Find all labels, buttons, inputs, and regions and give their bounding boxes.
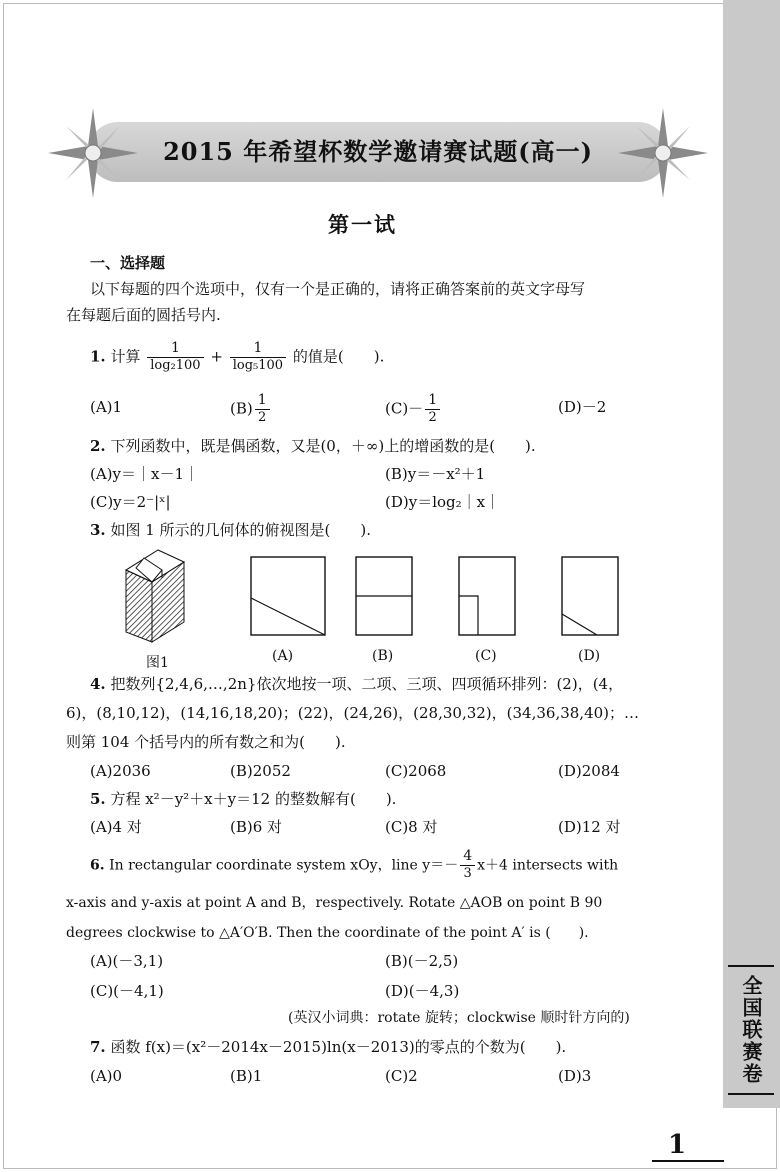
question-number: 2. [90,437,106,455]
option-a: (A)4 对 [90,818,142,836]
option-c-figure [458,556,516,636]
option-b: (B)6 对 [230,818,283,836]
option-d: (D)3 [558,1067,592,1085]
question-number: 6. [90,857,105,874]
option-b: (B)2052 [230,762,291,780]
question-4-line-3: 则第 104 个括号内的所有数之和为( ). [66,733,346,751]
option-a: (A)y＝｜x－1｜ [90,465,200,483]
fraction: $\frac{1}{\text{log₅100}}$ [230,340,286,375]
solid-figure-icon [118,548,188,646]
part-heading: 一、选择题 [90,254,166,272]
option-c: (C)(－4,1) [90,982,164,1000]
instruction-line-1: 以下每题的四个选项中，仅有一个是正确的，请将正确答案前的英文字母写 [90,280,586,298]
question-text: In rectangular coordinate system xOy，line y＝－ [109,857,459,874]
page-number: 1 [668,1130,687,1160]
option-b: (B) $\frac{1}{2}$ [230,392,272,427]
question-text: 计算 [110,347,141,366]
option-c-label: (C) [475,648,497,664]
fraction: $\frac{1}{\text{log₂100}}$ [147,340,203,375]
option-a: (A)1 [90,398,123,416]
instruction-line-2: 在每题后面的圆括号内. [66,306,221,324]
option-d-label: (D) [578,648,601,664]
option-b: (B)1 [230,1067,263,1085]
option-c: (C)－ $\frac{1}{2}$ [385,392,442,427]
question-6-line-2: x-axis and y-axis at point A and B，respectively. Rotate △AOB on point B 90 [66,895,603,911]
option-d: (D)2084 [558,762,620,780]
option-d-figure [561,556,619,636]
question-number: 3. [90,521,106,539]
question-5 [90,790,396,810]
question-text: 把数列{2,4,6,…,2n}依次地按一项、二项、三项、四项循环排列：(2)，(4， [110,675,624,693]
page-number-rule [652,1160,724,1162]
question-2 [90,437,536,457]
question-7 [90,1038,566,1058]
question-text: 如图 1 所示的几何体的俯视图是( ). [110,521,372,539]
question-4 [90,675,623,695]
option-d: (D)y＝log₂｜x｜ [385,493,501,511]
question-number: 1. [90,347,106,366]
glossary-note: (英汉小词典：rotate 旋转；clockwise 顺时针方向的) [288,1010,630,1026]
option-a: (A)0 [90,1067,123,1085]
question-text: x＋4 intersects with [477,857,619,874]
option-d: (D)(－4,3) [385,982,460,1000]
question-1 [90,340,384,375]
question-6 [90,848,618,883]
question-text: 函数 f(x)＝(x²－2014x－2015)ln(x－2013)的零点的个数为( ). [110,1038,567,1056]
question-text: 的值是( ). [292,347,385,366]
question-text: 方程 x²－y²＋x＋y＝12 的整数解有( ). [110,790,397,808]
question-6-line-3: degrees clockwise to △A′O′B. Then the coordinate of the point A′ is ( ). [66,925,589,941]
question-number: 5. [90,790,106,808]
option-a: (A)2036 [90,762,151,780]
question-3 [90,521,371,541]
option-a-figure [250,556,326,636]
option-c: (C)y＝2⁻|ˣ| [90,493,171,511]
option-b-label: (B) [372,648,394,664]
title-banner [48,108,708,198]
question-text: 下列函数中，既是偶函数，又是(0，＋∞)上的增函数的是( ). [110,437,536,455]
option-c: (C)8 对 [385,818,438,836]
side-tab-label: 全国联赛卷 [728,965,774,1095]
plus-sign: + [210,347,223,366]
figure-1-label: 图1 [146,655,169,671]
option-b-figure [355,556,413,636]
option-c: (C)2 [385,1067,418,1085]
side-tab-bar [723,0,780,1108]
option-c: (C)2068 [385,762,447,780]
option-d: (D)－2 [558,398,607,416]
option-d: (D)12 对 [558,818,621,836]
question-number: 4. [90,675,106,693]
fraction: $\frac{4}{3}$ [460,848,475,883]
question-number: 7. [90,1038,106,1056]
question-4-line-2: 6)，(8,10,12)，(14,16,18,20)；(22)，(24,26)，(28,30,32)，(34,36,38,40)；… [66,704,640,722]
option-a: (A)(－3,1) [90,952,164,970]
option-a-label: (A) [272,648,294,664]
section-title: 第一试 [328,212,397,237]
option-b: (B)(－2,5) [385,952,459,970]
option-b: (B)y＝－x²＋1 [385,465,486,483]
page-title: 2015 年希望杯数学邀请赛试题(高一) [163,137,593,166]
